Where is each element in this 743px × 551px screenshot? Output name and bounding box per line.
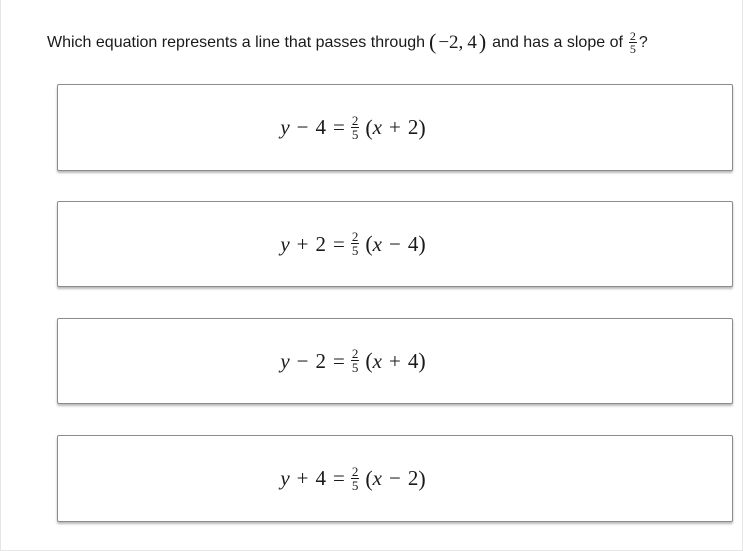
slope-numerator: 2 — [629, 29, 636, 43]
choice-a-equation: y − 4 = $\frac{2}{5}$ ( x + 2 ) — [280, 112, 426, 142]
question-mark: ? — [638, 34, 648, 51]
question-prompt — [47, 29, 648, 57]
slope-denominator: 5 — [629, 42, 636, 56]
choice-b-fraction: $\frac{2}{5}$ — [351, 229, 359, 258]
choice-d-equation: y + 4 = $\frac{2}{5}$ ( x − 2 ) — [280, 463, 426, 493]
choice-b-equation: y + 2 = $\frac{2}{5}$ ( x − 4 ) — [280, 229, 426, 258]
question-point: ( −2, 4 ) — [429, 29, 486, 57]
question-middle-text: and has a slope of — [492, 34, 623, 51]
choice-c-button[interactable] — [57, 318, 733, 404]
choice-a-fraction: $\frac{2}{5}$ — [351, 112, 359, 142]
choice-d-fraction: $\frac{2}{5}$ — [351, 463, 359, 493]
point-x: −2, — [438, 32, 464, 53]
choice-c-equation: y − 2 = $\frac{2}{5}$ ( x + 4 ) — [280, 346, 426, 375]
point-y: 4 — [467, 32, 477, 53]
choice-d-button[interactable] — [57, 435, 733, 522]
choice-a-button[interactable] — [57, 84, 733, 171]
answer-choices — [57, 84, 733, 522]
choice-b-button[interactable] — [57, 201, 733, 287]
slope-fraction — [629, 31, 637, 55]
question-prefix-text: Which equation represents a line that passes through — [47, 34, 426, 51]
choice-c-fraction: $\frac{2}{5}$ — [351, 346, 359, 375]
